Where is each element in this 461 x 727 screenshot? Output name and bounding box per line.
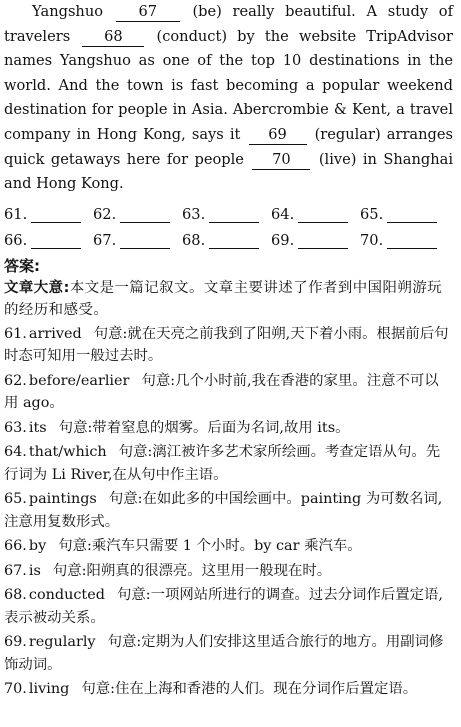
answer-slot[interactable]: 66.: [4, 232, 93, 249]
answer-word: before/earlier: [28, 372, 130, 389]
answer-line[interactable]: [31, 232, 81, 249]
answer-slot[interactable]: 63.: [182, 206, 271, 223]
answer-line[interactable]: [387, 232, 437, 249]
reading-passage: [4, 0, 453, 197]
answer-slot[interactable]: 67.: [93, 232, 182, 249]
answer-explanation: 句意:几个小时前,我在香港的家里。注意不可以用 ago。: [4, 372, 439, 412]
passage-text-4: (regular) arranges quick getaways here for people: [4, 125, 453, 168]
answer-word: living: [28, 681, 70, 698]
answers-title: 答案:: [4, 256, 40, 275]
answer-word: by: [28, 538, 47, 555]
answer-item: 66. by 句意:乘汽车只需要 1 个小时。by car 乘汽车。: [4, 538, 362, 555]
answer-slot[interactable]: 64.: [271, 206, 360, 223]
blank-70[interactable]: 70: [252, 151, 310, 170]
answer-item: 63. its 句意:带着窒息的烟雾。后面为名词,故用 its。: [4, 419, 350, 436]
answer-line[interactable]: [298, 206, 348, 223]
answer-line[interactable]: [298, 232, 348, 249]
answer-slot[interactable]: 61.: [4, 206, 93, 223]
answer-explanation: 句意:漓江被许多艺术家所绘画。考查定语从句。先行词为 Li River,在从句中作主语。: [4, 444, 441, 483]
answer-item: 62. before/earlier 句意:几个小时前,我在香港的家里。注意不可以用 ago。: [4, 372, 439, 412]
answer-line[interactable]: [31, 206, 81, 223]
answer-word: is: [28, 562, 41, 579]
blank-69[interactable]: 69: [249, 126, 307, 145]
answer-line[interactable]: [209, 206, 259, 223]
summary-label: 文章大意:: [4, 279, 70, 296]
answer-slot[interactable]: 68.: [182, 232, 271, 249]
answer-explanation: 句意:乘汽车只需要 1 个小时。by car 乘汽车。: [58, 538, 362, 555]
passage-text-1: Yangshuo: [32, 3, 104, 20]
answer-slot[interactable]: 62.: [93, 206, 182, 223]
passage-text-2: (be) really beautiful. A study of travelers: [4, 3, 453, 45]
answer-slot[interactable]: 65.: [360, 206, 449, 223]
answer-line[interactable]: [120, 232, 170, 249]
answer-item: 65. paintings 句意:在如此多的中国绘画中。painting 为可数名词,注意用复数形式。: [4, 491, 443, 530]
answer-word: conducted: [28, 587, 105, 604]
answer-slot[interactable]: 69.: [271, 232, 360, 249]
answer-explanation: 句意:定期为人们安排这里适合旅行的地方。用副词修饰动词。: [4, 634, 444, 673]
answer-line[interactable]: [387, 206, 437, 223]
answer-item: 67. is 句意:阳朔真的很漂亮。这里用一般现在时。: [4, 562, 332, 579]
answer-explanation: 句意:就在天亮之前我到了阳朔,天下着小雨。根据前后句时态可知用一般过去时。: [4, 325, 449, 365]
answer-slot[interactable]: 70.: [360, 232, 449, 249]
answer-item: 64. that/which 句意:漓江被许多艺术家所绘画。考查定语从句。先行词为 Li River,在从句中作主语。: [4, 444, 441, 483]
answer-item: 70. living 句意:住在上海和香港的人们。现在分词作后置定语。: [4, 681, 418, 698]
answer-explanation: 句意:住在上海和香港的人们。现在分词作后置定语。: [81, 681, 418, 698]
answer-grid: [4, 197, 453, 249]
answer-item: 69. regularly 句意:定期为人们安排这里适合旅行的地方。用副词修饰动词。: [4, 634, 444, 673]
summary-paragraph: [4, 277, 453, 321]
blank-67[interactable]: 67: [116, 3, 180, 22]
answer-word: that/which: [28, 444, 107, 461]
answer-word: paintings: [28, 491, 97, 508]
answer-explanation: 句意:带着窒息的烟雾。后面为名词,故用 its。: [58, 419, 350, 436]
summary-text: 本文是一篇记叙文。文章主要讲述了作者到中国阳朔游玩的经历和感受。: [4, 279, 443, 318]
answer-word: its: [28, 419, 47, 436]
passage-text-5: (live) in Shanghai and Hong Kong.: [4, 150, 453, 193]
answer-line[interactable]: [120, 206, 170, 223]
answer-explanation: 句意:一项网站所进行的调查。过去分词作后置定语,表示被动关系。: [4, 587, 443, 626]
answer-word: regularly: [28, 634, 96, 651]
blank-68[interactable]: 68: [82, 28, 144, 47]
answer-explanation: 句意:在如此多的中国绘画中。painting 为可数名词,注意用复数形式。: [4, 491, 443, 530]
answer-grid-row-1: [4, 197, 453, 223]
answer-item: 68. conducted 句意:一项网站所进行的调查。过去分词作后置定语,表示被动关系。: [4, 587, 443, 626]
answer-item: 61. arrived 句意:就在天亮之前我到了阳朔,天下着小雨。根据前后句时态可知用一般过去时。: [4, 325, 449, 365]
answer-word: arrived: [28, 325, 82, 342]
passage-text-3: (conduct) by the website TripAdvisor names Yangshuo as one of the top 10 destinations in the world. And the town is fast becoming a popular weekend destination for people in Asia. Abercrombie & Kent, a travel company in Hong Kong, says it: [4, 27, 454, 143]
answer-explanation: 句意:阳朔真的很漂亮。这里用一般现在时。: [52, 562, 332, 579]
answer-line[interactable]: [209, 232, 259, 249]
answer-grid-row-2: [4, 223, 453, 249]
